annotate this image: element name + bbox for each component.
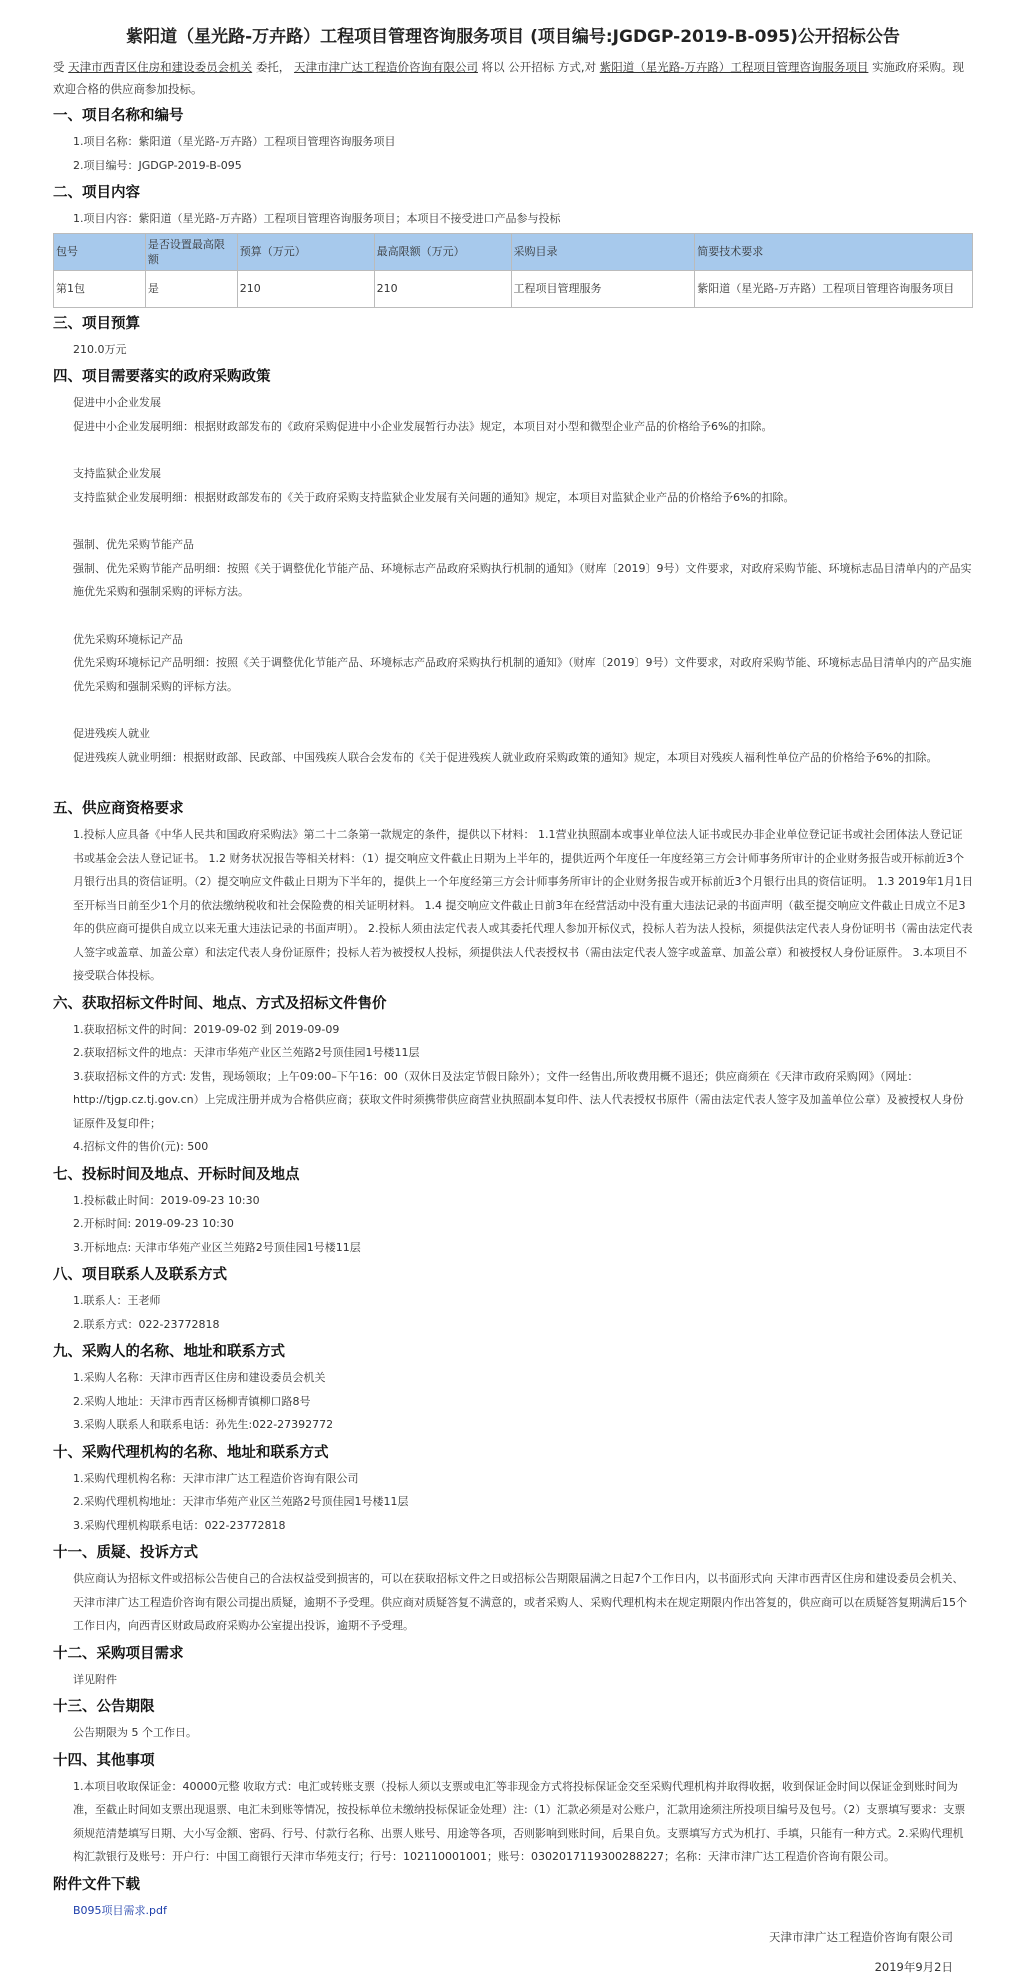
- intro-text-3: 将以 公开招标 方式,对: [481, 60, 597, 74]
- intro-paragraph: [53, 56, 973, 100]
- purchaser-name: 天津市西青区住房和建设委员会机关: [68, 60, 253, 74]
- policy-detail: 支持监狱企业发展明细：根据财政部发布的《关于政府采购支持监狱企业发展有关问题的通知》规定，本项目对监狱企业产品的价格给予6%的扣除。: [73, 490, 795, 504]
- section-1-heading: 一、项目名称和编号: [53, 108, 184, 124]
- section-5-heading: 五、供应商资格要求: [53, 801, 184, 817]
- cell-tech-req: 紫阳道（星光路-万卉路）工程项目管理咨询服务项目: [695, 270, 973, 307]
- section-8-heading: 八、项目联系人及联系方式: [53, 1267, 227, 1283]
- complaint-text: 供应商认为招标文件或招标公告使自己的合法权益受到损害的，可以在获取招标文件之日或招标公告期限届满之日起7个工作日内，以书面形式向 天津市西青区住房和建设委员会机关、天津市津广达工程造价咨询有限公司提出质疑，逾期不予受理。供应商对质疑答复不满意的，或者采购人、采购代理机构未在规定期限内作出答复的，供应商可以在质疑答复期满后15个工作日内，向西青区财政局政府采购办公室提出投诉，逾期不予受理。: [73, 1572, 967, 1632]
- header-budget: 预算（万元）: [237, 233, 374, 270]
- section-7-line-3: 3.开标地点: 天津市华苑产业区兰苑路2号顶佳园1号楼11层: [73, 1240, 361, 1254]
- section-1-line-2: 2.项目编号：JGDGP-2019-B-095: [73, 158, 242, 172]
- intro-text-4: 实施政府采购。现欢迎合格的供应商参加投标。: [53, 60, 965, 96]
- agency-name: 天津市津广达工程造价咨询有限公司: [293, 60, 478, 74]
- package-table: [53, 233, 973, 308]
- cell-cap-amount: 210: [374, 270, 511, 307]
- section-7-line-1: 1.投标截止时间：2019-09-23 10:30: [73, 1193, 260, 1207]
- section-10-line-3: 3.采购代理机构联系电话：022-23772818: [73, 1518, 286, 1532]
- policy-title: 促进残疾人就业: [73, 727, 150, 740]
- project-name: 紫阳道（星光路-万卉路）工程项目管理咨询服务项目: [599, 60, 869, 74]
- section-6-line-1: 1.获取招标文件的时间：2019-09-02 到 2019-09-09: [73, 1022, 340, 1036]
- policy-detail: 优先采购环境标记产品明细：按照《关于调整优化节能产品、环境标志产品政府采购执行机制的通知》（财库〔2019〕9号）文件要求，对政府采购节能、环境标志品目清单内的产品实施优先采购和强制采购的评标方法。: [73, 656, 972, 693]
- section-9-line-2: 2.采购人地址：天津市西青区杨柳青镇柳口路8号: [73, 1394, 311, 1408]
- section-4-heading: 四、项目需要落实的政府采购政策: [53, 369, 271, 385]
- section-8-line-1: 1.联系人：王老师: [73, 1294, 161, 1307]
- policy-title: 优先采购环境标记产品: [73, 632, 183, 646]
- cell-package-no: 第1包: [54, 270, 146, 307]
- policy-detail: 强制、优先采购节能产品明细：按照《关于调整优化节能产品、环境标志产品政府采购执行机制的通知》（财库〔2019〕9号）文件要求，对政府采购节能、环境标志品目清单内的产品实施优先采购和强制采购的评标方法。: [73, 561, 972, 598]
- intro-text-1: 受: [53, 60, 65, 74]
- section-9-heading: 九、采购人的名称、地址和联系方式: [53, 1344, 285, 1360]
- section-9-line-3: 3.采购人联系人和联系电话：孙先生:022-27392772: [73, 1418, 334, 1431]
- budget-value: 210.0万元: [73, 342, 127, 356]
- section-6-heading: 六、获取招标文件时间、地点、方式及招标文件售价: [53, 995, 387, 1012]
- table-row: [54, 270, 973, 307]
- attachment-link[interactable]: B095项目需求.pdf: [73, 1903, 167, 1917]
- section-14-heading: 十四、其他事项: [53, 1752, 155, 1769]
- policy-title: 支持监狱企业发展: [73, 467, 161, 480]
- attachment-heading: 附件文件下载: [53, 1876, 140, 1893]
- policy-title: 强制、优先采购节能产品: [73, 538, 194, 551]
- cell-has-cap: 是: [145, 270, 237, 307]
- section-13-line-1: 公告期限为 5 个工作日。: [73, 1726, 197, 1739]
- section-12-line-1: 详见附件: [73, 1672, 117, 1686]
- signature-date: 2019年9月2日: [874, 1959, 953, 1974]
- section-10-line-2: 2.采购代理机构地址：天津市华苑产业区兰苑路2号顶佳园1号楼11层: [73, 1495, 409, 1508]
- notice-page: [53, 0, 973, 1982]
- policy-detail: 促进中小企业发展明细：根据财政部发布的《政府采购促进中小企业发展暂行办法》规定，本项目对小型和微型企业产品的价格给予6%的扣除。: [73, 419, 773, 433]
- header-package-no: 包号: [54, 233, 146, 270]
- package-table-header: [54, 233, 973, 270]
- policy-title: 促进中小企业发展: [73, 396, 161, 409]
- section-6-line-4: 4.招标文件的售价(元): 500: [73, 1140, 209, 1153]
- cell-catalog: 工程项目管理服务: [511, 270, 695, 307]
- header-cap-amount: 最高限额（万元）: [374, 233, 511, 270]
- section-6-line-3: 3.获取招标文件的方式: 发售，现场领取；上午09:00–下午16：00（双休日及法定节假日除外）；文件一经售出,所收费用概不退还；供应商须在《天津市政府采购网》（网址：http://tjgp.cz.tj.gov.cn）上完成注册并成为合格供应商；获取文件时须携带供应商营业执照副本复印件、法人代表授权书原件（需由法定代表人签字及加盖单位公章）及被授权人身份证原件及复印件；: [73, 1069, 964, 1130]
- intro-text-2: 委托，: [255, 60, 291, 74]
- section-1-line-1: 1.项目名称：紫阳道（星光路-万卉路）工程项目管理咨询服务项目: [73, 135, 396, 148]
- section-11-heading: 十一、质疑、投诉方式: [53, 1545, 198, 1561]
- section-10-line-1: 1.采购代理机构名称：天津市津广达工程造价咨询有限公司: [73, 1471, 359, 1485]
- header-catalog: 采购目录: [511, 233, 695, 270]
- cell-budget: 210: [237, 270, 374, 307]
- section-2-line-1: 1.项目内容：紫阳道（星光路-万卉路）工程项目管理咨询服务项目；本项目不接受进口产品参与投标: [73, 212, 561, 225]
- header-tech-req: 简要技术要求: [695, 233, 973, 270]
- section-12-heading: 十二、采购项目需求: [53, 1645, 184, 1662]
- section-3-heading: 三、项目预算: [53, 315, 140, 332]
- section-7-heading: 七、投标时间及地点、开标时间及地点: [53, 1166, 300, 1183]
- section-9-line-1: 1.采购人名称：天津市西青区住房和建设委员会机关: [73, 1371, 326, 1384]
- section-2-heading: 二、项目内容: [53, 185, 140, 201]
- section-13-heading: 十三、公告期限: [53, 1699, 155, 1715]
- section-7-line-2: 2.开标时间: 2019-09-23 10:30: [73, 1217, 234, 1230]
- policy-detail: 促进残疾人就业明细：根据财政部、民政部、中国残疾人联合会发布的《关于促进残疾人就业政府采购政策的通知》规定，本项目对残疾人福利性单位产品的价格给予6%的扣除。: [73, 750, 938, 764]
- qualification-text: 1.投标人应具备《中华人民共和国政府采购法》第二十二条第一款规定的条件，提供以下材料： 1.1营业执照副本或事业单位法人证书或民办非企业单位登记证书或社会团体法人登记证书或基金会法人登记证书。 1.2 财务状况报告等相关材料：（1）提交响应文件截止日期为上半年的，提供近两个年度任一年度经第三方会计师事务所审计的企业财务报告或开标前近3个月银行出具的资信证明。（2）提交响应文件截止日期为下半年的，提供上一个年度经第三方会计师事务所审计的企业财务报告或开标前近3个月银行出具的资信证明。 1.3 2019年1月1日至开标当日前至少1个月的依法缴纳税收和社会保险费的相关证明材料。 1.4 提交响应文件截止日前3年在经营活动中没有重大违法记录的书面声明（截至提交响应文件截止日成立不足3年的供应商可提供自成立以来无重大违法记录的书面声明）。 2.投标人须由法定代表人或其委托代理人参加开标仪式，投标人若为法人投标，须提供法定代表人身份证明书（需由法定代表人签字或盖章、加盖公章）和法定代表人身份证原件；投标人若为被授权人投标，须提供法人代表授权书（需由法定代表人签字或盖章、加盖公章）和被授权人身份证原件。 3.本项目不接受联合体投标。: [73, 828, 973, 982]
- other-matters-text: 1.本项目收取保证金：40000元整 收取方式：电汇或转账支票（投标人须以支票或电汇等非现金方式将投标保证金交至采购代理机构并取得收据，收到保证金时间以保证金到账时间为准，至截止时间如支票出现退票、电汇未到账等情况，按投标单位未缴纳投标保证金处理）注:（1）汇款必须是对公账户，汇款用途须注所投项目编号及包号。（2）支票填写要求：支票须规范清楚填写日期、大小写金额、密码、行号、付款行名称、出票人账号、用途等各项，否则影响到账时间，后果自负。支票填写方式为机打、手填，只能有一种方式。2.采购代理机构汇款银行及账号：开户行：中国工商银行天津市华苑支行；行号：102110001001；账号：0302017119300288227；名称：天津市津广达工程造价咨询有限公司。: [73, 1779, 966, 1863]
- header-has-cap: 是否设置最高限额: [145, 233, 237, 270]
- page-title: 紫阳道（星光路-万卉路）工程项目管理咨询服务项目 (项目编号:JGDGP-2019-B-095)公开招标公告: [126, 27, 900, 47]
- signature-org: 天津市津广达工程造价咨询有限公司: [769, 1929, 953, 1944]
- section-6-line-2: 2.获取招标文件的地点：天津市华苑产业区兰苑路2号顶佳园1号楼11层: [73, 1046, 420, 1059]
- section-10-heading: 十、采购代理机构的名称、地址和联系方式: [53, 1444, 329, 1461]
- section-8-line-2: 2.联系方式：022-23772818: [73, 1317, 220, 1331]
